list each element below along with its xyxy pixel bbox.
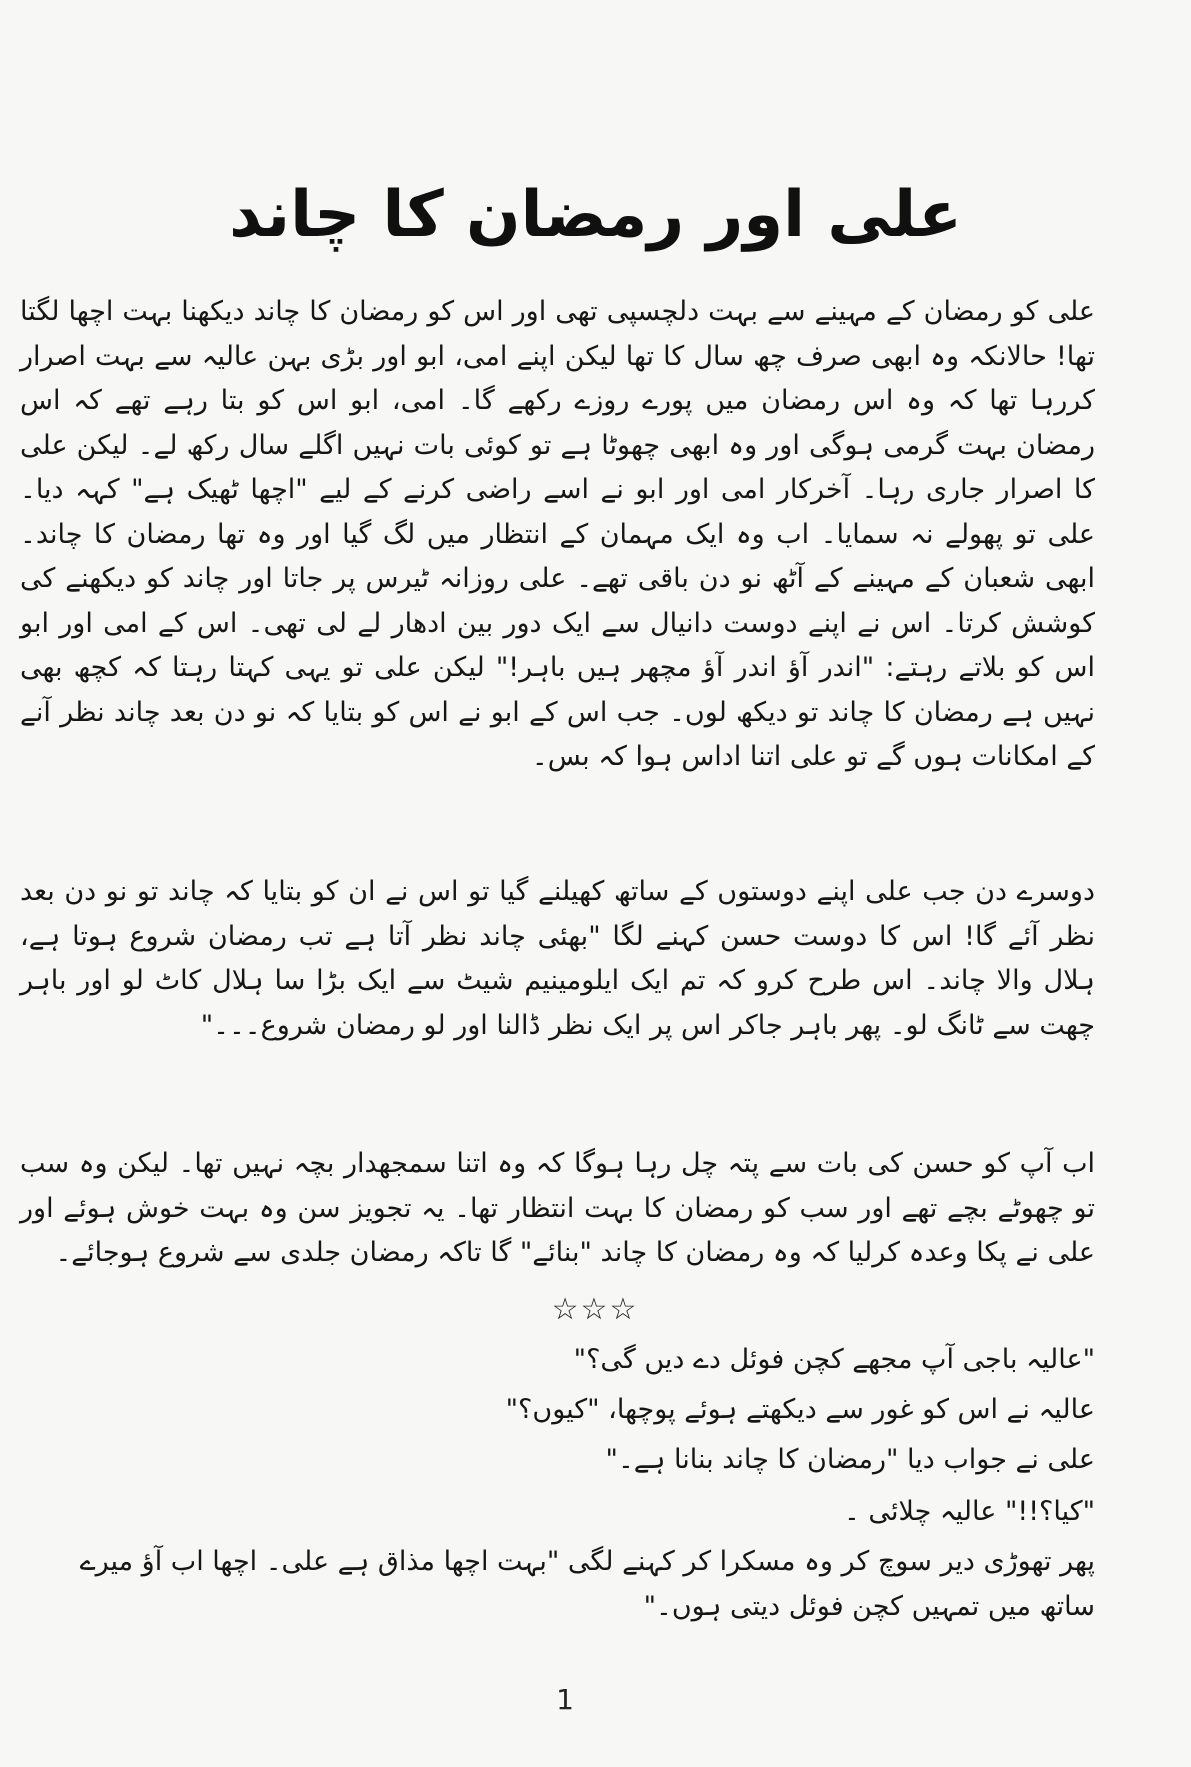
section-separator: ☆☆☆ (551, 1292, 639, 1327)
story-paragraph-1: علی کو رمضان کے مہینے سے بہت دلچسپی تھی اور اس کو رمضان کا چاند دیکھنا بہت اچھا لگتا تھا! حالانکہ وہ ابھی صرف چھ سال کا تھا لیکن اپنے امی، ابو اور بڑی بہن عالیہ سے بہت اصرار کررہا تھا کہ وہ اس رمضان میں پورے روزے رکھے گا۔ امی، ابو اس کو بتا رہے تھے کہ اس رمضان بہت گرمی ہوگی اور وہ ابھی چھوٹا ہے تو کوئی بات نہیں اگلے سال رکھ لے۔ لیکن علی کا اصرار جاری رہا۔ آخرکار امی اور ابو نے اسے راضی کرنے کے لیے "اچھا ٹھیک ہے" کہہ دیا۔ علی تو پھولے نہ سمایا۔ اب وہ ایک مہمان کے انتظار میں لگ گیا اور وہ تھا رمضان کا چاند۔ ابھی شعبان کے مہینے کے آٹھ نو دن باقی تھے۔ علی روزانہ ٹیرس پر جاتا اور چاند کو دیکھنے کی کوشش کرتا۔ اس نے اپنے دوست دانیال سے ایک دور بین ادھار لے لی تھی۔ اس کے امی اور ابو اس کو بلاتے رہتے: "اندر آؤ اندر آؤ مچھر ہیں باہر!" لیکن علی تو یہی کہتا رہتا کہ کچھ بھی نہیں ہے رمضان کا چاند تو دیکھ لوں۔ جب اس کے ابو نے اس کو بتایا کہ نو دن بعد چاند نظر آنے کے امکانات ہوں گے تو علی اتنا اداس ہوا کہ بس۔ (20, 296, 1095, 772)
dialogue-line-2: عالیہ نے اس کو غور سے دیکھتے ہوئے پوچھا، "کیوں؟" (505, 1394, 1095, 1425)
story-title: علی اور رمضان کا چاند (229, 178, 962, 252)
dialogue-line-3: علی نے جواب دیا "رمضان کا چاند بنانا ہے۔" (605, 1444, 1095, 1475)
page-number: 1 (556, 1683, 574, 1716)
dialogue-line-1: "عالیہ باجی آپ مجھے کچن فوئل دے دیں گی؟" (573, 1344, 1095, 1375)
story-paragraph-2: دوسرے دن جب علی اپنے دوستوں کے ساتھ کھیلنے گیا تو اس نے ان کو بتایا کہ چاند تو نو دن بعد نظر آئے گا! اس کا دوست حسن کہنے لگا "بھئی چاند نظر آتا ہے تب رمضان شروع ہوتا ہے، ہلال والا چاند۔ اس طرح کرو کہ تم ایک ایلومینیم شیٹ سے ایک بڑا سا ہلال کاٹ لو اور باہر چھت سے ٹانگ لو۔ پھر باہر جاکر اس پر ایک نظر ڈالنا اور لو رمضان شروع۔۔۔" (20, 876, 1095, 1041)
story-paragraph-3: اب آپ کو حسن کی بات سے پتہ چل رہا ہوگا کہ وہ اتنا سمجھدار بچہ نہیں تھا۔ لیکن وہ سب تو چھوٹے بچے تھے اور سب کو رمضان کا بہت انتظار تھا۔ یہ تجویز سن وہ بہت خوش ہوئے اور علی نے پکا وعدہ کرلیا کہ وہ رمضان کا چاند "بنائے" گا تاکہ رمضان جلدی سے شروع ہوجائے۔ (20, 1148, 1095, 1268)
dialogue-line-5: پھر تھوڑی دیر سوچ کر وہ مسکرا کر کہنے لگی "بہت اچھا مذاق ہے علی۔ اچھا اب آؤ میرے ساتھ میں تمہیں کچن فوئل دیتی ہوں۔" (79, 1546, 1095, 1622)
dialogue-line-4: "کیا؟!!" عالیہ چلائی ۔ (844, 1496, 1095, 1527)
